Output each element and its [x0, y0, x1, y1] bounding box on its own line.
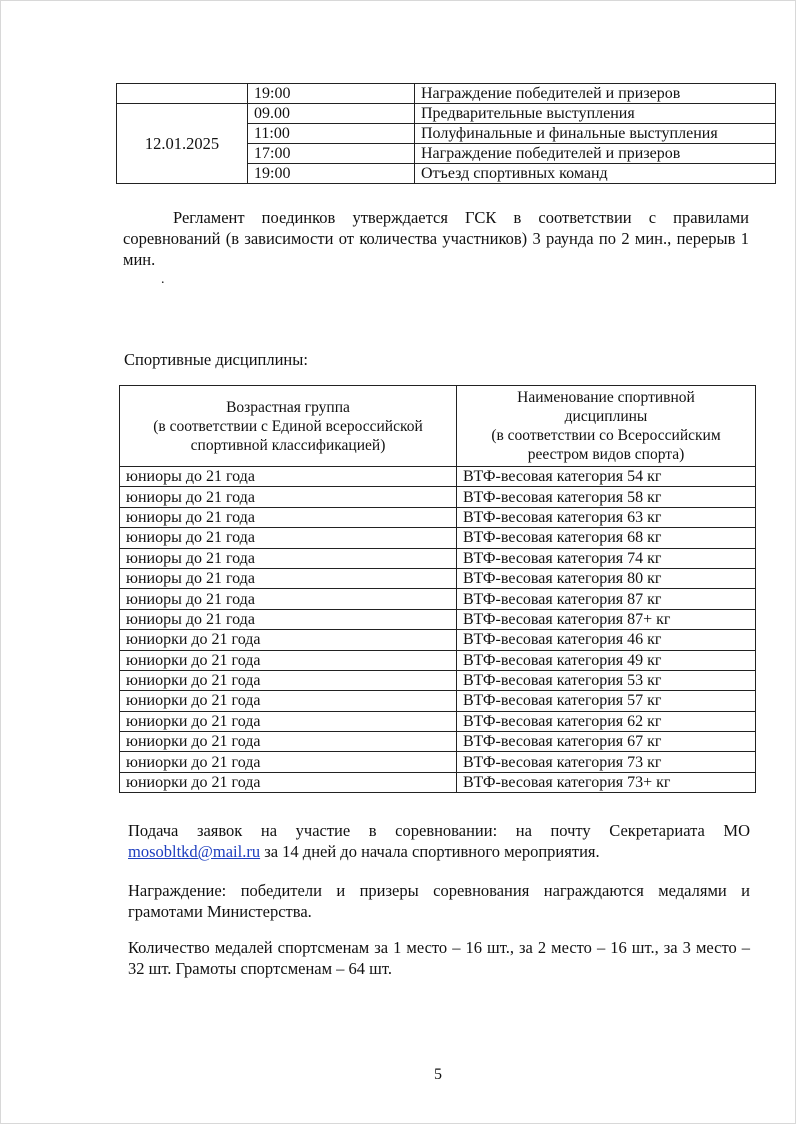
stray-dot: .	[161, 272, 165, 287]
discipline-name-cell: ВТФ-весовая категория 58 кг	[457, 487, 756, 507]
page-number: 5	[434, 1066, 442, 1083]
age-group-cell: юниоры до 21 года	[120, 568, 457, 588]
schedule-event: Предварительные выступления	[415, 104, 776, 124]
discipline-name-cell: ВТФ-весовая категория 80 кг	[457, 568, 756, 588]
header-age-line: (в соответствии с Единой всероссийской	[153, 417, 423, 435]
table-row	[120, 670, 756, 690]
table-row	[120, 711, 756, 731]
table-row	[120, 691, 756, 711]
schedule-row	[117, 104, 776, 124]
age-group-cell: юниорки до 21 года	[120, 670, 457, 690]
table-row	[120, 752, 756, 772]
discipline-name-cell: ВТФ-весовая категория 87 кг	[457, 589, 756, 609]
header-discipline-name	[457, 386, 756, 467]
table-row	[120, 772, 756, 792]
table-row	[120, 589, 756, 609]
discipline-name-cell: ВТФ-весовая категория 74 кг	[457, 548, 756, 568]
disciplines-body	[120, 467, 756, 793]
discipline-name-cell: ВТФ-весовая категория 67 кг	[457, 732, 756, 752]
discipline-name-cell: ВТФ-весовая категория 62 кг	[457, 711, 756, 731]
schedule-body	[117, 84, 776, 184]
age-group-cell: юниорки до 21 года	[120, 711, 457, 731]
table-row	[120, 650, 756, 670]
schedule-time: 19:00	[248, 164, 415, 184]
header-age-line: спортивной классификацией)	[190, 436, 386, 454]
age-group-cell: юниоры до 21 года	[120, 548, 457, 568]
schedule-time: 19:00	[248, 84, 415, 104]
disciplines-heading: Спортивные дисциплины:	[124, 350, 308, 369]
discipline-name-cell: ВТФ-весовая категория 87+ кг	[457, 609, 756, 629]
medals-paragraph: Количество медалей спортсменам за 1 место – 16 шт., за 2 место – 16 шт., за 3 место – 32 шт. Грамоты спортсменам – 64 шт.	[128, 938, 750, 978]
discipline-name-cell: ВТФ-весовая категория 53 кг	[457, 670, 756, 690]
schedule-event: Награждение победителей и призеров	[415, 84, 776, 104]
table-row	[120, 467, 756, 487]
discipline-name-cell: ВТФ-весовая категория 73+ кг	[457, 772, 756, 792]
discipline-name-cell: ВТФ-весовая категория 54 кг	[457, 467, 756, 487]
schedule-time: 17:00	[248, 144, 415, 164]
header-name-line: дисциплины	[564, 408, 648, 425]
schedule-time: 09.00	[248, 104, 415, 124]
age-group-cell: юниоры до 21 года	[120, 507, 457, 527]
schedule-time: 11:00	[248, 124, 415, 144]
applications-paragraph	[128, 820, 750, 862]
age-group-cell: юниорки до 21 года	[120, 772, 457, 792]
header-name-line: Наименование спортивной	[517, 389, 695, 406]
disciplines-table	[119, 385, 756, 793]
table-row	[120, 568, 756, 588]
header-age-group	[120, 386, 457, 467]
age-group-cell: юниорки до 21 года	[120, 691, 457, 711]
table-row	[120, 548, 756, 568]
table-row	[120, 630, 756, 650]
age-group-cell: юниоры до 21 года	[120, 467, 457, 487]
age-group-cell: юниоры до 21 года	[120, 609, 457, 629]
discipline-name-cell: ВТФ-весовая категория 46 кг	[457, 630, 756, 650]
award-paragraph: Награждение: победители и призеры соревнования награждаются медалями и грамотами Министерства.	[128, 881, 750, 921]
schedule-row	[117, 84, 776, 104]
schedule-table	[116, 83, 776, 184]
table-row	[120, 507, 756, 527]
schedule-event: Отъезд спортивных команд	[415, 164, 776, 184]
schedule-event: Полуфинальные и финальные выступления	[415, 124, 776, 144]
age-group-cell: юниоры до 21 года	[120, 487, 457, 507]
email-link[interactable]: mosobltkd@mail.ru	[128, 842, 261, 861]
age-group-cell: юниорки до 21 года	[120, 732, 457, 752]
age-group-cell: юниорки до 21 года	[120, 630, 457, 650]
age-group-cell: юниорки до 21 года	[120, 650, 457, 670]
discipline-name-cell: ВТФ-весовая категория 49 кг	[457, 650, 756, 670]
applications-text-before: Подача заявок на участие в соревновании: на почту Секретариата МО	[128, 821, 750, 840]
age-group-cell: юниорки до 21 года	[120, 752, 457, 772]
discipline-name-cell: ВТФ-весовая категория 63 кг	[457, 507, 756, 527]
discipline-name-cell: ВТФ-весовая категория 68 кг	[457, 528, 756, 548]
table-row	[120, 487, 756, 507]
disciplines-header-row	[120, 386, 756, 467]
schedule-event: Награждение победителей и призеров	[415, 144, 776, 164]
schedule-date: 12.01.2025	[117, 104, 248, 184]
table-row	[120, 609, 756, 629]
header-name-line: (в соответствии со Всероссийским	[491, 427, 721, 444]
header-name-line: реестром видов спорта)	[527, 446, 685, 463]
age-group-cell: юниоры до 21 года	[120, 528, 457, 548]
schedule-date-empty	[117, 84, 248, 104]
applications-text-after: за 14 дней до начала спортивного мероприятия.	[264, 842, 600, 861]
age-group-cell: юниоры до 21 года	[120, 589, 457, 609]
table-row	[120, 528, 756, 548]
table-row	[120, 732, 756, 752]
reglament-paragraph: Регламент поединков утверждается ГСК в соответствии с правилами соревнований (в зависимости от количества участников) 3 раунда по 2 мин., перерыв 1 мин.	[123, 208, 749, 269]
discipline-name-cell: ВТФ-весовая категория 57 кг	[457, 691, 756, 711]
header-age-line: Возрастная группа	[226, 398, 350, 416]
discipline-name-cell: ВТФ-весовая категория 73 кг	[457, 752, 756, 772]
